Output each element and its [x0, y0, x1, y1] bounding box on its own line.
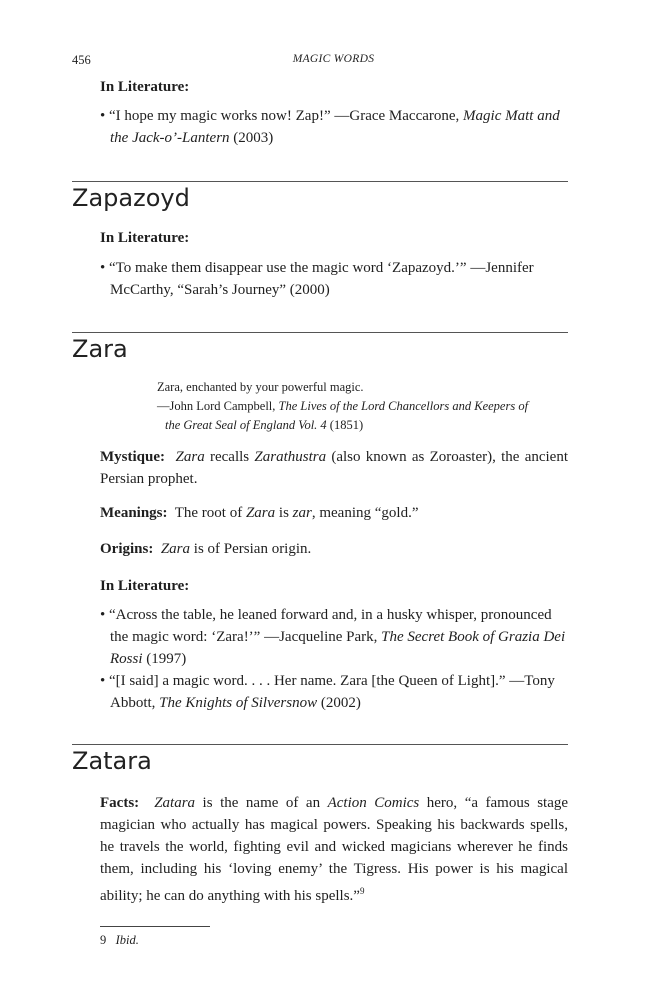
quote-item: • “I hope my magic works now! Zap!” —Grace Maccarone, Magic Matt and the Jack-o’-Lantern (2003)	[100, 108, 560, 146]
term: Zara	[175, 449, 205, 465]
quote-text: “I hope my magic works now! Zap!” —Grace Maccarone,	[109, 108, 464, 124]
origins-label: Origins:	[100, 541, 154, 557]
page-number: 456	[72, 53, 91, 67]
quote-text: “To make them disappear use the magic word ‘Zapazoyd.’” —Jennifer McCarthy, “Sarah’s Journey” (2000)	[109, 260, 534, 298]
entry-heading-zara: Zara	[72, 335, 128, 363]
footnote-rule	[100, 926, 210, 927]
text: The root of	[174, 505, 246, 521]
text: is of Persian origin.	[190, 541, 312, 557]
work-title: The Secret Book of Grazia Dei Rossi	[110, 629, 566, 667]
meanings-paragraph	[100, 502, 568, 524]
text: recalls	[204, 449, 255, 465]
mystique-label: Mystique:	[100, 449, 165, 465]
work-title: Magic Matt and the Jack-o’-Lantern	[110, 108, 560, 146]
work-title: The Knights of Silversnow	[159, 695, 318, 711]
quote-item: • “Across the table, he leaned forward and, in a husky whisper, pronounced the magic word: ‘Zara!’” —Jacqueline Park, The Secret Book of Grazia Dei Rossi (1997)	[100, 607, 566, 667]
term: Zarathustra	[254, 449, 327, 465]
term: Zara	[160, 541, 191, 557]
section-rule	[72, 332, 568, 333]
in-literature-heading: In Literature:	[100, 230, 190, 246]
text: is	[275, 505, 293, 521]
work-year: (1997)	[142, 651, 187, 667]
footnote-ref[interactable]: 9	[359, 886, 365, 896]
facts-paragraph	[100, 792, 568, 907]
epigraph-attribution	[157, 397, 537, 435]
text: is the name of an	[195, 795, 328, 811]
text: , meaning “gold.”	[311, 505, 419, 521]
term: Zatara	[154, 795, 196, 811]
epigraph	[157, 378, 537, 435]
work-year: (2002)	[317, 695, 361, 711]
meanings-label: Meanings:	[100, 505, 168, 521]
text: hero, “a famous stage magician who actually has magical powers. Speaking his backwards spells, he travels the world, fighting evil and wicked magicians wherever he finds them, including his ‘loving enemy’ the Tigress. His power is his magical ability; he can do anything with his spells.”	[100, 795, 569, 904]
in-literature-heading: In Literature:	[100, 578, 190, 594]
origins-paragraph	[100, 538, 568, 560]
term: Action Comics	[327, 795, 420, 811]
footnote	[100, 933, 139, 948]
in-literature-heading: In Literature:	[100, 79, 190, 95]
quote-text: “[I said] a magic word. . . . Her name. Zara [the Queen of Light].” —Tony Abbott,	[109, 673, 555, 711]
facts-label: Facts:	[100, 795, 140, 811]
work-year: (2003)	[229, 130, 274, 146]
running-title: MAGIC WORDS	[292, 53, 375, 65]
section-rule	[72, 744, 568, 745]
term: zar	[292, 505, 312, 521]
epigraph-year: (1851)	[326, 418, 364, 432]
quote-item: • “[I said] a magic word. . . . Her name. Zara [the Queen of Light].” —Tony Abbott, The Knights of Silversnow (2002)	[100, 673, 555, 711]
text: (also known as Zoroaster), the ancient Persian prophet.	[100, 449, 569, 487]
epigraph-title: The Lives of the Lord Chancellors and Keepers of the Great Seal of England Vol. 4	[165, 399, 529, 432]
epigraph-author: —John Lord Campbell,	[157, 399, 279, 413]
term: Zara	[245, 505, 276, 521]
epigraph-line: Zara, enchanted by your powerful magic.	[157, 380, 364, 394]
footnote-text: Ibid.	[115, 933, 139, 947]
quote-text: “Across the table, he leaned forward and, in a husky whisper, pronounced the magic word: ‘Zara!’” —Jacqueline Park,	[109, 607, 552, 645]
entry-heading-zatara: Zatara	[72, 747, 152, 775]
section-rule	[72, 181, 568, 182]
entry-heading-zapazoyd: Zapazoyd	[72, 184, 190, 212]
footnote-number: 9	[100, 933, 107, 947]
mystique-paragraph	[100, 446, 568, 490]
quote-item: • “To make them disappear use the magic word ‘Zapazoyd.’” —Jennifer McCarthy, “Sarah’s Journey” (2000)	[100, 260, 534, 298]
